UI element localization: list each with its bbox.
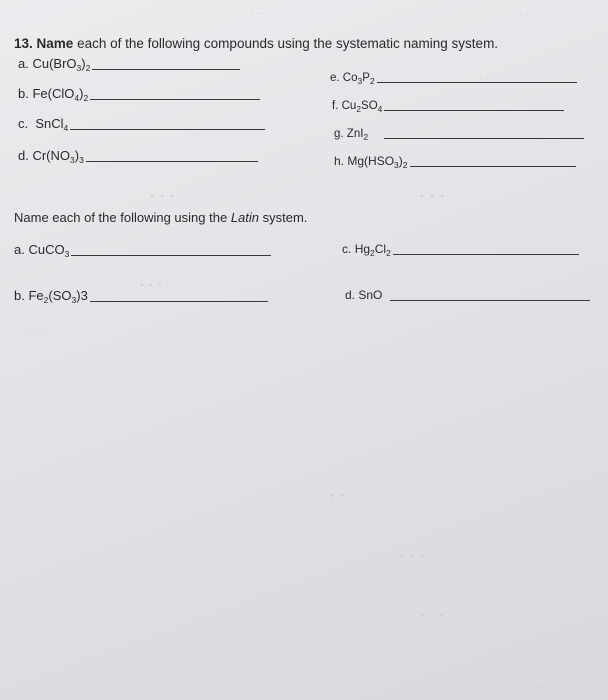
chemical-formula: $Co_3P_2$ bbox=[342, 72, 375, 86]
bleed-through-text: . . . bbox=[400, 540, 425, 562]
item-letter: a. bbox=[18, 56, 29, 71]
list-item bbox=[14, 242, 271, 257]
answer-blank[interactable] bbox=[410, 165, 576, 167]
item-letter: d. bbox=[345, 288, 356, 302]
item-letter: c. bbox=[342, 242, 352, 256]
bleed-through-text: . . . bbox=[420, 180, 445, 202]
bleed-through-text: . . . bbox=[230, 620, 244, 632]
item-letter: d. bbox=[18, 148, 29, 163]
item-letter: b. bbox=[18, 86, 29, 101]
item-letter: a. bbox=[14, 242, 25, 257]
answer-blank[interactable] bbox=[86, 160, 258, 162]
list-item bbox=[18, 56, 240, 71]
chemical-formula: CuCO$_3$ bbox=[28, 242, 70, 259]
section-heading bbox=[14, 210, 307, 225]
item-letter: g. bbox=[334, 128, 344, 140]
answer-blank[interactable] bbox=[384, 109, 564, 111]
chemical-formula: $Cr(NO_3)_3$ bbox=[32, 148, 84, 165]
item-letter: e. bbox=[330, 72, 340, 84]
list-item bbox=[18, 86, 260, 101]
list-item bbox=[330, 72, 577, 84]
chemical-formula: $Fe(ClO_4)_2$ bbox=[32, 86, 89, 103]
bleed-through-text: . . . bbox=[290, 370, 303, 381]
chemical-formula: $Fe_2(SO_3)3$ bbox=[28, 288, 88, 305]
bleed-through-text: . . . bbox=[530, 678, 544, 690]
list-item bbox=[342, 242, 579, 256]
list-item bbox=[334, 128, 584, 140]
answer-blank[interactable] bbox=[92, 68, 240, 70]
section-heading-italic: Latin bbox=[230, 210, 260, 225]
answer-blank[interactable] bbox=[384, 137, 584, 139]
heading-text: each of the following compounds using the systematic naming system. bbox=[77, 36, 499, 51]
list-item bbox=[14, 288, 268, 303]
answer-blank[interactable] bbox=[393, 253, 579, 255]
item-letter: h. bbox=[334, 154, 345, 168]
bleed-through-text: . . . bbox=[150, 180, 175, 202]
answer-blank[interactable] bbox=[71, 254, 271, 256]
item-letter: c. bbox=[18, 116, 29, 131]
question-number: 13. bbox=[14, 36, 33, 51]
answer-blank[interactable] bbox=[90, 300, 268, 302]
answer-blank[interactable] bbox=[390, 299, 590, 301]
bleed-through-text: . . . bbox=[30, 320, 44, 332]
section-heading-pre: Name each of the following using the bbox=[14, 210, 231, 225]
chemical-formula: $Mg(HSO_3)_2$ bbox=[347, 154, 408, 170]
answer-blank[interactable] bbox=[90, 98, 260, 100]
chemical-formula: $Hg_2Cl_2$ bbox=[354, 242, 391, 258]
question-heading bbox=[14, 36, 498, 51]
bleed-through-text: . . . bbox=[330, 480, 355, 502]
chemical-formula: ZnI$_2$ bbox=[346, 128, 369, 142]
list-item bbox=[332, 100, 564, 112]
bleed-through-text: . . . bbox=[480, 70, 494, 82]
chemical-formula: $Cu(BrO_3)_2$ bbox=[32, 56, 91, 73]
chemical-formula: SnCl$_4$ bbox=[35, 116, 69, 133]
bleed-through-text: . . . bbox=[420, 600, 445, 622]
answer-blank[interactable] bbox=[377, 81, 577, 83]
list-item bbox=[18, 116, 265, 131]
bleed-through-text: . . . bbox=[250, 2, 267, 17]
list-item bbox=[18, 148, 258, 163]
bleed-through-text: . . . bbox=[520, 6, 534, 18]
chemical-formula: SnO bbox=[358, 288, 383, 302]
chemical-formula: $Cu_2SO_4$ bbox=[341, 100, 383, 114]
heading-bold-word: Name bbox=[36, 36, 74, 51]
list-item bbox=[345, 288, 590, 302]
answer-blank[interactable] bbox=[70, 128, 265, 130]
item-letter: b. bbox=[14, 288, 25, 303]
bleed-through-text: . . . bbox=[140, 270, 163, 290]
section-heading-post: system. bbox=[259, 210, 308, 225]
list-item bbox=[334, 154, 576, 168]
item-letter: f. bbox=[332, 100, 339, 112]
